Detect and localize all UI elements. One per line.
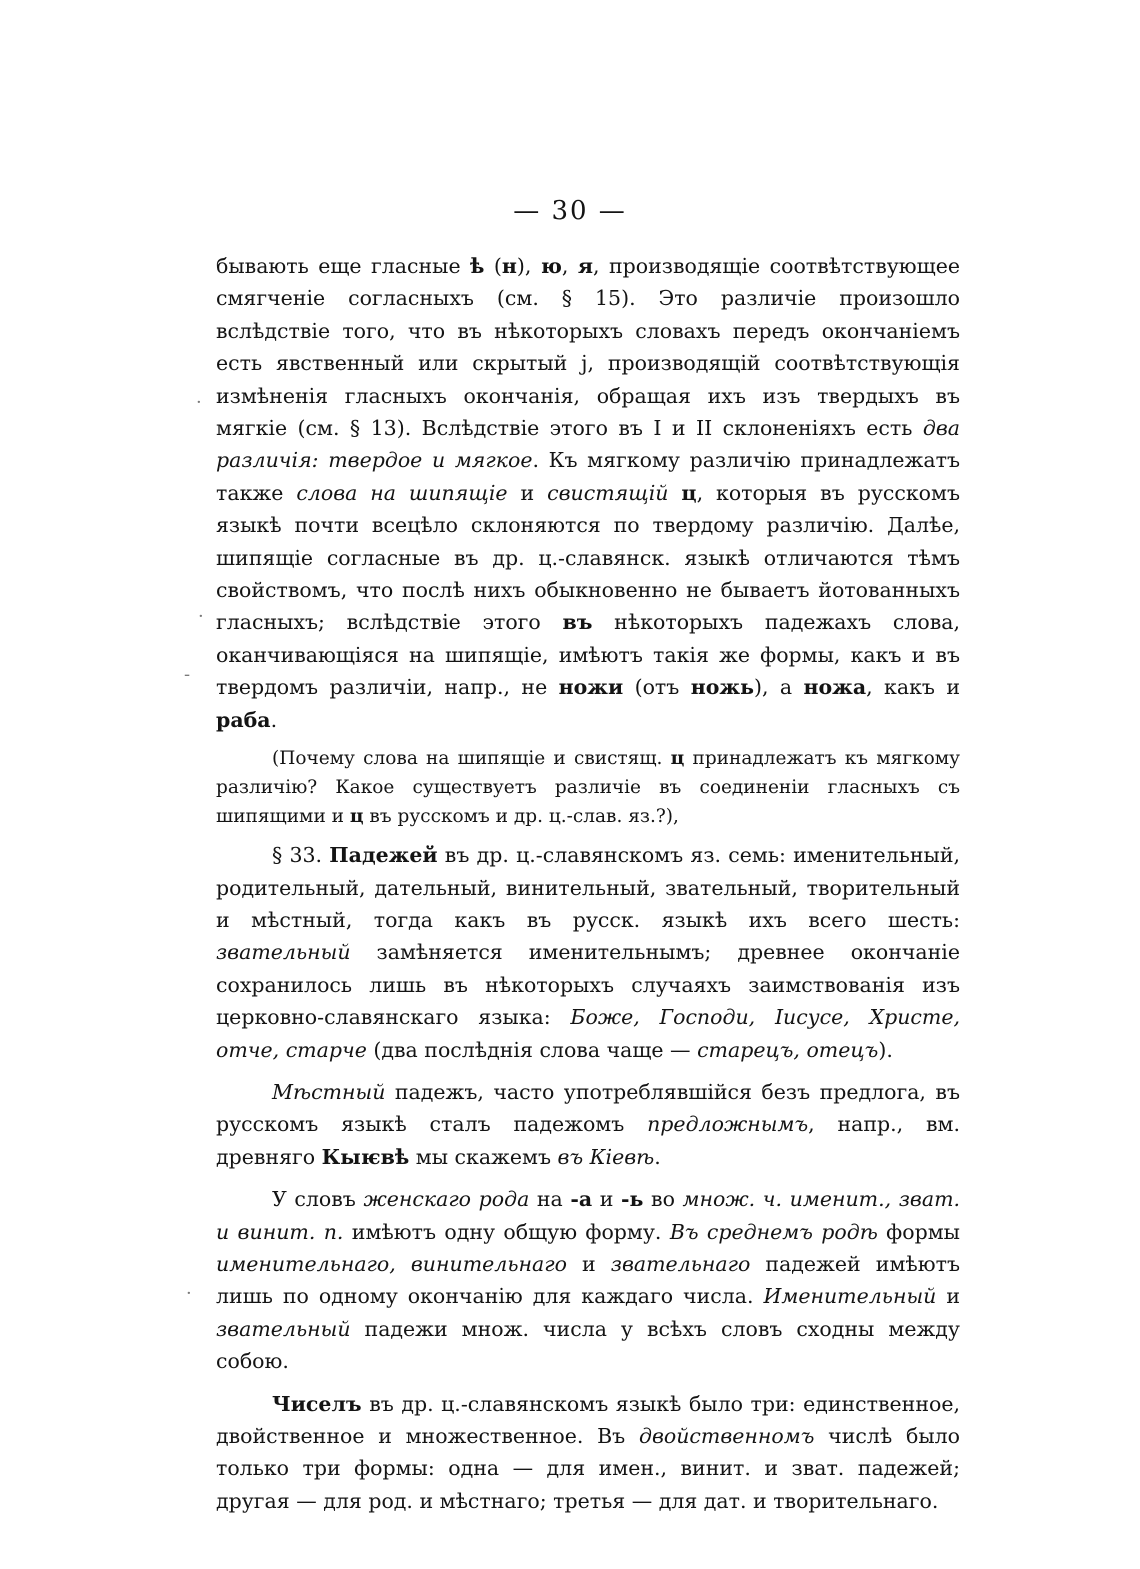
text-run: падежи множ. числа у всѣхъ словъ сходны между собою. (216, 1316, 960, 1374)
italic-term: звательнаго (610, 1251, 751, 1276)
bold-term: -ь (621, 1187, 644, 1212)
italic-term: Мѣстный (272, 1079, 386, 1104)
bold-term: Чиселъ (272, 1391, 362, 1416)
italic-term: въ Кіевѣ (557, 1144, 655, 1169)
bold-term: ѣ (470, 254, 485, 278)
italic-term: предложнымъ (647, 1112, 809, 1137)
text-run (422, 448, 432, 472)
paragraph-numbers (216, 1388, 960, 1518)
text-run: и (566, 1251, 611, 1276)
italic-term: Именительный (763, 1284, 937, 1309)
bold-term: Падежей (329, 843, 438, 868)
text-run: мы скажемъ (409, 1144, 558, 1169)
italic-term: множ. ч. именит., зват. и винит. п. (216, 1187, 961, 1244)
italic-term: именительнаго, винительнаго (216, 1251, 567, 1276)
italic-term: звательный (216, 940, 351, 965)
italic-term: Боже, Господи, Іисусе, Христе, отче, старче (216, 1005, 960, 1062)
margin-speck: · (186, 1283, 192, 1304)
text-run: , которыя въ русскомъ языкѣ почти всецѣло склоняются по твердому различію. Далѣе, шипящіе согласные въ др. ц.-славянск. языкѣ отличаются тѣмъ свойствомъ, что послѣ нихъ обыкновенно не бываетъ йотованныхъ гласныхъ; вслѣдствіе этого (216, 480, 960, 635)
text-run: , напр., вм. древняго (216, 1112, 960, 1169)
text-run: ( (484, 254, 502, 278)
text-run: (отъ (623, 675, 691, 700)
margin-speck: · (198, 606, 204, 627)
paragraph-question (216, 744, 960, 831)
text-run: и (507, 480, 548, 505)
text-run: . (654, 1144, 661, 1169)
text-run: (два послѣднія слова чаще — (366, 1037, 698, 1062)
text-run: § 33. (272, 843, 330, 868)
italic-term: два различія: твердое (216, 416, 960, 473)
italic-term: слова на шипящіе (296, 480, 508, 505)
paragraph-feminine-forms (216, 1183, 960, 1377)
text-run: формы (877, 1219, 960, 1244)
text-run: , производящіе соотвѣтствующее смягченіе согласныхъ (см. § 15). Это различіе произошло вслѣдствіе того, что въ нѣкоторыхъ словахъ передъ окончаніемъ есть явственный или скрытый j, производящій соотвѣтствующія измѣненія гласныхъ окончанія, обращая ихъ изъ твердыхъ въ мягкіе (см. § 13). Вслѣдствіе этого въ I и II склоненіяхъ есть (216, 254, 960, 441)
bold-term: я (577, 254, 594, 278)
bold-term: н (501, 254, 517, 278)
text-run: . Къ мягкому различію принадлежатъ также (216, 448, 960, 505)
text-run: на (529, 1187, 571, 1212)
text-run: въ др. ц.-славянскомъ языкѣ было три: единственное, двойственное и множественное. Въ (216, 1391, 960, 1448)
paragraph-locative-case (216, 1076, 960, 1173)
text-run: въ русскомъ и др. ц.-слав. яз.?), (363, 806, 679, 828)
text-run: ), а (753, 675, 804, 700)
italic-term: и мягкое (431, 448, 533, 473)
text-run: числѣ было только три формы: одна — для имен., винит. и зват. падежей; другая — для род. и мѣстнаго; третья — для дат. и творительнаго. (216, 1424, 961, 1513)
text-run: (Почему слова на шипящіе и свистящ. (272, 748, 671, 770)
bold-term: -а (570, 1187, 593, 1212)
bold-term: ножи (558, 675, 624, 700)
text-run: во (643, 1187, 683, 1212)
italic-term: двойственномъ (638, 1424, 815, 1448)
italic-term: женскаго рода (363, 1187, 530, 1212)
bold-term: Кыѥвѣ (321, 1144, 410, 1169)
margin-speck: - (184, 664, 191, 685)
bold-term: ц (681, 480, 697, 505)
margin-speck: · (196, 392, 202, 413)
bold-term: ц (349, 806, 364, 828)
text-run (668, 481, 681, 505)
text-run: замѣняется именительнымъ; древнее окончаніе сохранилось лишь въ нѣкоторыхъ случаяхъ заимствованія изъ церковно-славянскаго языка: (216, 940, 960, 1030)
text-run: . (270, 707, 278, 732)
body-text (216, 250, 960, 1517)
bold-term: въ (562, 610, 593, 635)
italic-term: старецъ, отецъ (697, 1037, 879, 1062)
bold-term: ю (540, 254, 562, 278)
italic-term: звательный (216, 1316, 351, 1341)
italic-term: свистящій (547, 480, 669, 505)
paragraph-declension-differences (216, 250, 960, 736)
bold-term: раба (216, 707, 271, 732)
text-run: нѣкоторыхъ падежахъ слова, оканчивающіяся на шипящіе, имѣютъ такія же формы, какъ и въ твердомъ различіи, напр., не (216, 610, 960, 700)
text-run: въ др. ц.-славянскомъ яз. семь: именительный, родительный, дательный, винительный, звательный, творительный и мѣстный, тогда какъ въ русск. языкѣ ихъ всего шесть: (216, 843, 960, 932)
text-run: бывають еще гласные (216, 254, 471, 278)
text-run: принадлежатъ къ мягкому различію? Какое существуетъ различіе въ соединеніи гласныхъ съ шипящими и (216, 748, 960, 828)
bold-term: ножь (690, 675, 754, 700)
text-run: падежей имѣютъ лишь по одному окончанію для каждаго числа. (216, 1251, 961, 1309)
text-run: и (592, 1187, 622, 1212)
page-number: — 30 — (513, 196, 627, 226)
text-run: имѣютъ одну общую форму. (343, 1219, 670, 1244)
italic-term: Въ среднемъ родѣ (669, 1219, 878, 1244)
text-run: У словъ (272, 1187, 364, 1212)
paragraph-section-33-cases (216, 839, 960, 1066)
text-run: ), (516, 254, 541, 278)
text-run: и (936, 1284, 960, 1309)
bold-term: ножа (803, 675, 867, 700)
text-run: , какъ и (866, 675, 960, 700)
text-run: , (561, 254, 578, 278)
bold-term: ц (670, 748, 685, 770)
text-run: ). (878, 1037, 893, 1062)
text-run: падежъ, часто употреблявшійся безъ предлога, въ русскомъ языкѣ сталъ падежомъ (216, 1079, 960, 1137)
